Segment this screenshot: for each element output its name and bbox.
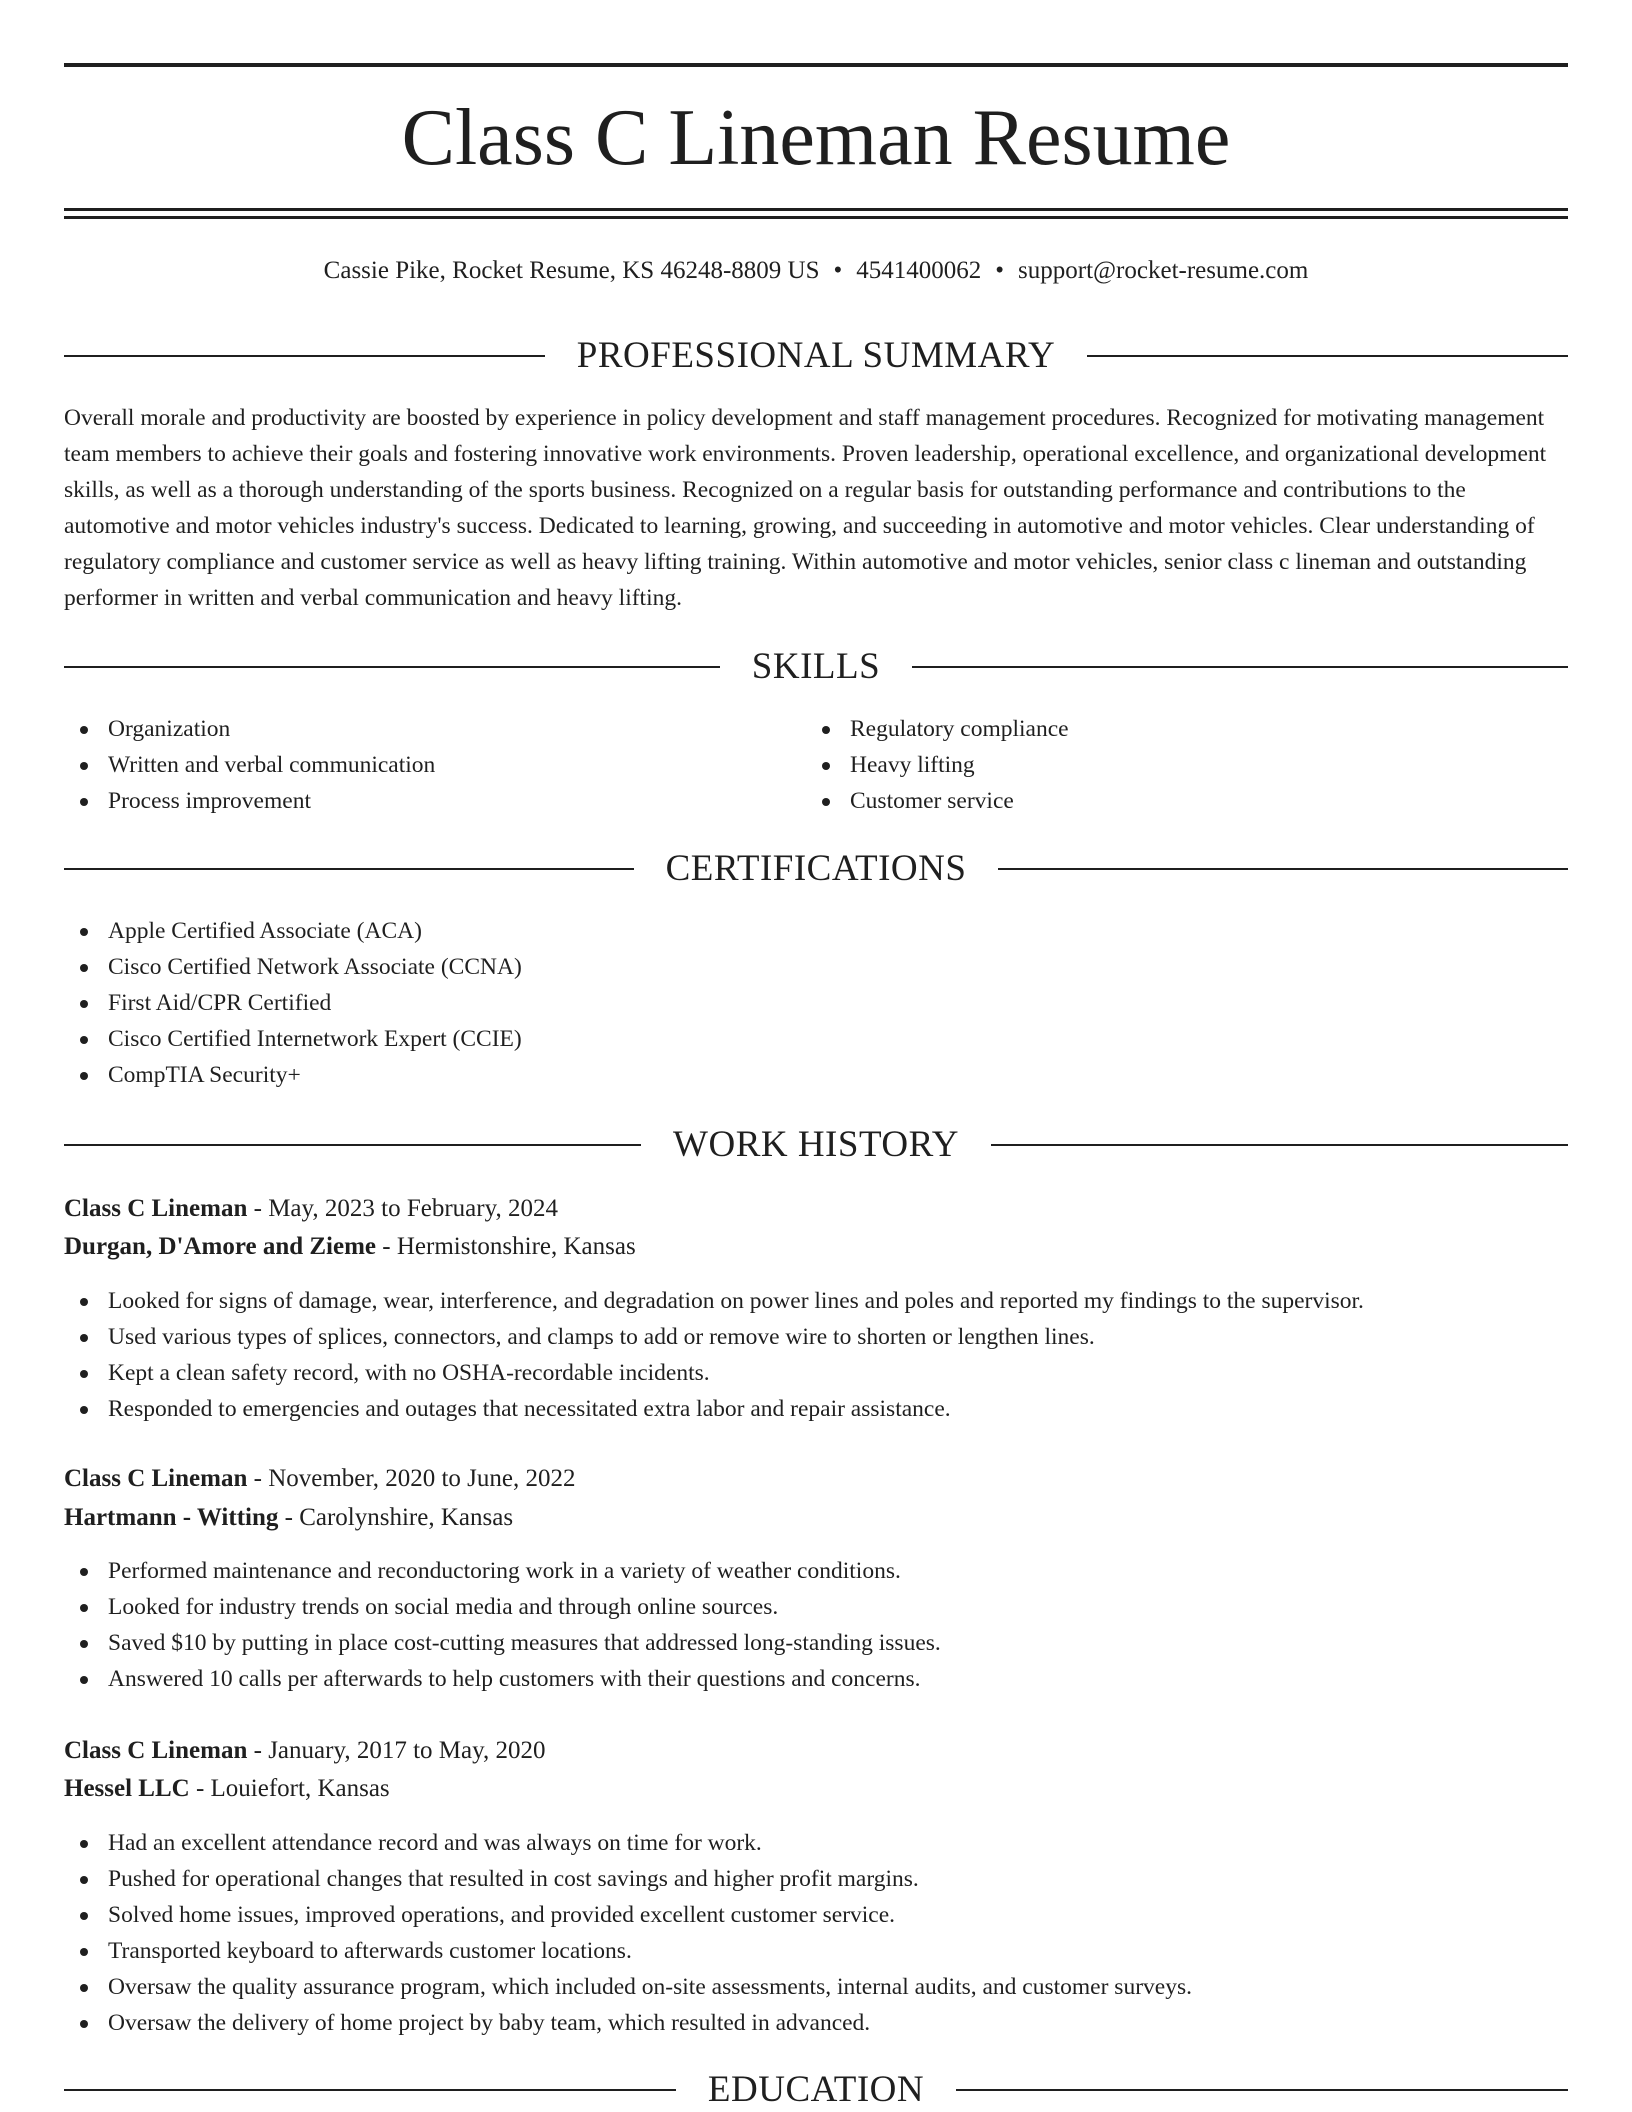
- job-duties-list: [64, 1553, 1568, 1697]
- certification-item: Cisco Certified Network Associate (CCNA): [64, 949, 1568, 985]
- certification-item: First Aid/CPR Certified: [64, 985, 1568, 1021]
- job-company-line: Hessel LLC - Louiefort, Kansas: [64, 1775, 390, 1802]
- job-duty-item: Looked for signs of damage, wear, interference, and degradation on power lines and poles and reported my findings to the supervisor.: [64, 1283, 1568, 1319]
- contact-separator: •: [995, 257, 1005, 284]
- job-duties-list: [64, 1283, 1568, 1427]
- job-duty-item: Kept a clean safety record, with no OSHA-recordable incidents.: [64, 1355, 1568, 1391]
- certification-item: Cisco Certified Internetwork Expert (CCIE): [64, 1021, 1568, 1057]
- skills-list-left: [64, 711, 804, 819]
- job-dates: January, 2017 to May, 2020: [268, 1737, 546, 1764]
- title-rule-upper: [64, 208, 1568, 211]
- heading-rule: [1087, 355, 1568, 357]
- job-duty-item: Performed maintenance and reconductoring work in a variety of weather conditions.: [64, 1553, 1568, 1589]
- heading-rule: [991, 1144, 1568, 1146]
- job-location: Louiefort, Kansas: [210, 1775, 390, 1802]
- job-title: Class C Lineman: [64, 1737, 248, 1764]
- skill-item: Organization: [64, 711, 804, 747]
- contact-address: Cassie Pike, Rocket Resume, KS 46248-8809 US: [323, 257, 820, 284]
- skill-item: Written and verbal communication: [64, 747, 804, 783]
- contact-line: [64, 254, 1568, 288]
- heading-rule: [998, 868, 1568, 870]
- job-duty-item: Answered 10 calls per afterwards to help customers with their questions and concerns.: [64, 1661, 1568, 1697]
- job-duty-item: Pushed for operational changes that resulted in cost savings and higher profit margins.: [64, 1861, 1568, 1897]
- section-heading-certifications: [64, 847, 1568, 891]
- job-title: Class C Lineman: [64, 1465, 248, 1492]
- skills-list-right: [806, 711, 1546, 819]
- job-dates: May, 2023 to February, 2024: [268, 1195, 558, 1222]
- contact-phone: 4541400062: [856, 257, 982, 284]
- section-title: PROFESSIONAL SUMMARY: [576, 335, 1056, 376]
- job-duty-item: Transported keyboard to afterwards customer locations.: [64, 1933, 1568, 1969]
- job-duty-item: Had an excellent attendance record and was always on time for work.: [64, 1825, 1568, 1861]
- job-company: Hartmann - Witting: [64, 1504, 279, 1531]
- heading-rule: [956, 2089, 1568, 2091]
- job-duty-item: Responded to emergencies and outages that necessitated extra labor and repair assistance.: [64, 1391, 1568, 1427]
- heading-rule: [64, 1144, 641, 1146]
- certification-item: Apple Certified Associate (ACA): [64, 913, 1568, 949]
- job-company-line: Hartmann - Witting - Carolynshire, Kansas: [64, 1504, 514, 1531]
- section-title: EDUCATION: [707, 2069, 925, 2110]
- heading-rule: [912, 666, 1568, 668]
- job-duties: [64, 1283, 1568, 1427]
- skill-item: Regulatory compliance: [806, 711, 1546, 747]
- job-title: Class C Lineman: [64, 1195, 248, 1222]
- job-duty-item: Saved $10 by putting in place cost-cutting measures that addressed long-standing issues.: [64, 1625, 1568, 1661]
- job-title-line: Class C Lineman - November, 2020 to June, 2022: [64, 1465, 576, 1492]
- certification-item: CompTIA Security+: [64, 1057, 1568, 1093]
- skills-left-column: [64, 711, 804, 819]
- job-company: Durgan, D'Amore and Zieme: [64, 1233, 377, 1260]
- job-location: Carolynshire, Kansas: [299, 1504, 514, 1531]
- document-title: Class C Lineman Resume: [401, 94, 1231, 182]
- skills-right-column: [806, 711, 1546, 819]
- section-heading-summary: [64, 334, 1568, 378]
- job-duties-list: [64, 1825, 1568, 2041]
- job-duty-item: Oversaw the delivery of home project by baby team, which resulted in advanced.: [64, 2005, 1568, 2041]
- job-title-line: Class C Lineman - January, 2017 to May, 2020: [64, 1737, 546, 1764]
- heading-rule: [64, 355, 545, 357]
- skill-item: Process improvement: [64, 783, 804, 819]
- job-company-line: Durgan, D'Amore and Zieme - Hermistonshire, Kansas: [64, 1233, 636, 1260]
- section-title: CERTIFICATIONS: [665, 848, 967, 889]
- job-duties: [64, 1553, 1568, 1697]
- skill-item: Customer service: [806, 783, 1546, 819]
- job-duties: [64, 1825, 1568, 2041]
- title-rule-lower: [64, 216, 1568, 219]
- heading-rule: [64, 666, 720, 668]
- job-duty-item: Solved home issues, improved operations, and provided excellent customer service.: [64, 1897, 1568, 1933]
- heading-rule: [64, 2089, 676, 2091]
- contact-email[interactable]: support@rocket-resume.com: [1018, 257, 1309, 284]
- section-heading-work-history: [64, 1123, 1568, 1167]
- section-title: WORK HISTORY: [673, 1124, 959, 1165]
- job-company: Hessel LLC: [64, 1775, 190, 1802]
- certifications-block: [64, 913, 1568, 1093]
- job-duty-item: Looked for industry trends on social media and through online sources.: [64, 1589, 1568, 1625]
- top-rule: [64, 63, 1568, 67]
- section-heading-skills: [64, 645, 1568, 689]
- section-title: SKILLS: [751, 646, 881, 687]
- job-duty-item: Used various types of splices, connectors, and clamps to add or remove wire to shorten or lengthen lines.: [64, 1319, 1568, 1355]
- job-dates: November, 2020 to June, 2022: [268, 1465, 576, 1492]
- section-heading-education: [64, 2068, 1568, 2112]
- job-location: Hermistonshire, Kansas: [396, 1233, 636, 1260]
- contact-separator: •: [833, 257, 843, 284]
- certifications-list: [64, 913, 1568, 1093]
- skill-item: Heavy lifting: [806, 747, 1546, 783]
- job-title-line: Class C Lineman - May, 2023 to February, 2024: [64, 1195, 558, 1222]
- job-duty-item: Oversaw the quality assurance program, which included on-site assessments, internal audits, and customer surveys.: [64, 1969, 1568, 2005]
- heading-rule: [64, 868, 634, 870]
- summary-text: Overall morale and productivity are boosted by experience in policy development and staff management procedures. Recognized for motivating management team members to achieve their goals and fostering innovative work environments. Proven leadership, operational excellence, and organizational development skills, as well as a thorough understanding of the sports business. Recognized on a regular basis for outstanding performance and contributions to the automotive and motor vehicles industry's success. Dedicated to learning, growing, and succeeding in automotive and motor vehicles. Clear understanding of regulatory compliance and customer service as well as heavy lifting training. Within automotive and motor vehicles, senior class c lineman and outstanding performer in written and verbal communication and heavy lifting.: [64, 405, 1547, 611]
